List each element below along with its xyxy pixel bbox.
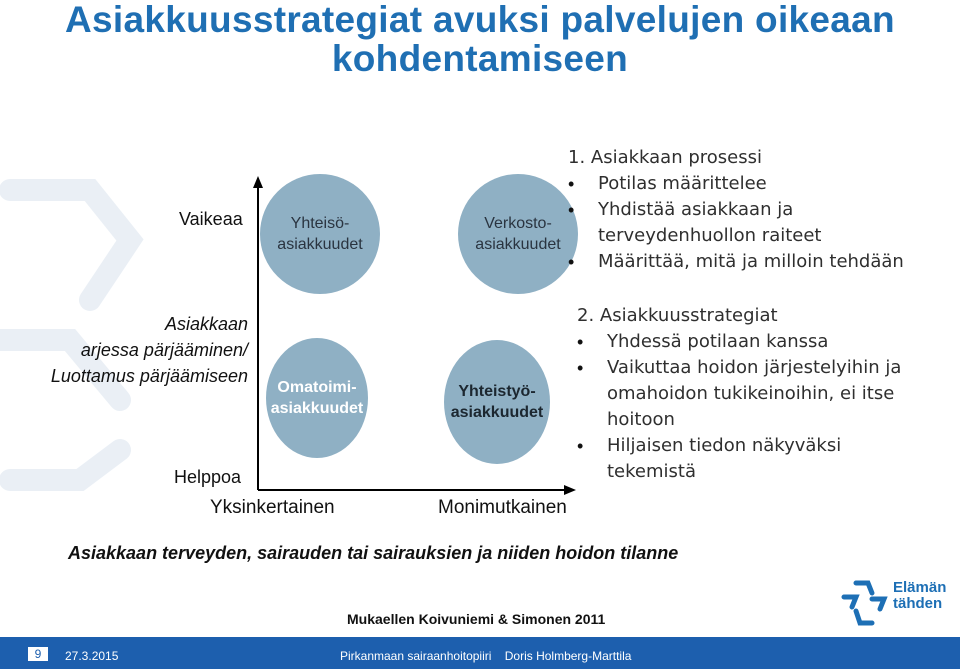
section-1-bullet-3: • Määrittää, mitä ja milloin tehdään — [568, 249, 953, 275]
section-2-heading: 2. Asiakkuusstrategiat — [577, 305, 778, 326]
quadrant-top-right-line-2: asiakkuudet — [475, 236, 561, 253]
quadrant-bottom-right-text — [451, 381, 543, 423]
quadrant-bottom-left-text — [271, 377, 363, 419]
quadrant-top-left-line-2: asiakkuudet — [277, 236, 363, 253]
section-customer-strategies — [577, 303, 917, 485]
bottom-caption: Asiakkaan terveyden, sairauden tai sairauksien ja niiden hoidon tilanne — [68, 543, 679, 563]
logo-line-2: tähden — [893, 595, 943, 612]
section-1-heading: 1. Asiakkaan prosessi — [568, 147, 762, 168]
slide-title-line-1: Asiakkuusstrategiat avuksi palvelujen oikeaan — [65, 0, 895, 40]
y-axis-middle-label — [18, 311, 248, 389]
quadrant-bottom-left-line-1: Omatoimi- — [277, 379, 357, 396]
y-axis-middle-line-3: Luottamus pärjäämiseen — [50, 366, 248, 386]
section-customer-process — [568, 145, 953, 275]
quadrant-top-left — [260, 174, 380, 294]
x-axis-arrow-icon — [564, 485, 576, 495]
slide-title-line-2: kohdentamiseen — [331, 38, 629, 79]
y-axis-bottom-label: Helppoa — [174, 467, 242, 487]
x-axis-left-label: Yksinkertainen — [210, 497, 335, 518]
quadrant-top-left-line-1: Yhteisö- — [290, 215, 350, 232]
slide-number: 9 — [28, 647, 48, 661]
quadrant-bottom-right — [444, 340, 550, 464]
quadrant-top-right-text — [475, 213, 560, 255]
footer-date: 27.3.2015 — [65, 649, 119, 663]
source-citation: Mukaellen Koivuniemi & Simonen 2011 — [347, 611, 606, 627]
y-axis-arrow-icon — [253, 176, 263, 188]
quadrant-bottom-right-line-2: asiakkuudet — [450, 404, 544, 421]
cross-logo-icon — [838, 577, 890, 629]
footer-organization: Pirkanmaan sairaanhoitopiiri Doris Holmberg-Marttila — [340, 649, 632, 663]
section-1-bullet-2: • Yhdistää asiakkaan ja terveydenhuollon raiteet — [568, 197, 953, 249]
logo-line-1: Elämän — [893, 579, 947, 596]
quadrant-top-right — [458, 174, 578, 294]
x-axis-right-label: Monimutkainen — [438, 497, 567, 518]
section-2-bullet-2: • Vaikuttaa hoidon järjestelyihin ja omahoidon tukikeinoihin, ei itse hoitoon — [577, 355, 917, 433]
section-2-bullet-3: • Hiljaisen tiedon näkyväksi tekemistä — [577, 433, 917, 485]
quadrant-bottom-left-line-2: asiakkuudet — [270, 400, 364, 417]
quadrant-top-left-text — [277, 213, 362, 255]
y-axis-middle-line-2: arjessa pärjääminen/ — [80, 340, 248, 360]
quadrant-bottom-left — [266, 338, 368, 458]
footer-bar — [0, 637, 960, 669]
y-axis-middle-line-1: Asiakkaan — [164, 314, 248, 334]
section-2-bullet-1: • Yhdessä potilaan kanssa — [577, 329, 917, 355]
section-1-bullet-1: • Potilas määrittelee — [568, 171, 953, 197]
logo-text — [893, 580, 946, 612]
y-axis-top-label: Vaikeaa — [179, 209, 243, 229]
quadrant-top-right-line-1: Verkosto- — [484, 215, 552, 232]
quadrant-bottom-right-line-1: Yhteistyö- — [458, 383, 536, 400]
